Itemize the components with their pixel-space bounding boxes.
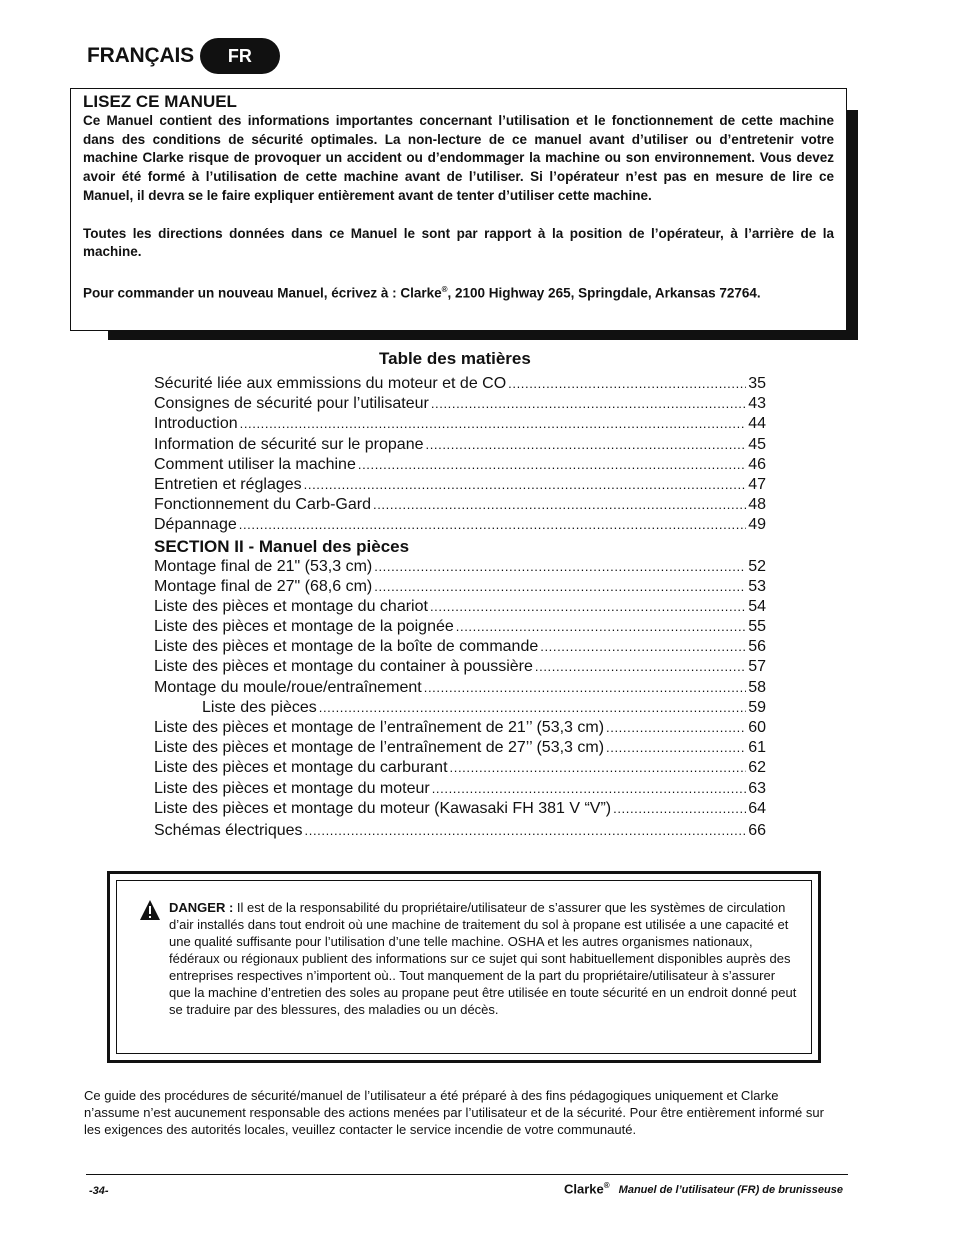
toc-entry-page: 60 <box>748 719 766 736</box>
toc-entry[interactable] <box>154 557 766 577</box>
toc-entry-label: Liste des pièces et montage du moteur (Kawasaki FH 381 V “V”) <box>154 799 612 817</box>
toc-entry-page: 57 <box>748 658 766 676</box>
toc-entry-label: Liste des pièces et montage de la boîte de commande <box>154 638 539 656</box>
dot-leader <box>304 475 747 495</box>
toc-entry[interactable] <box>154 455 766 475</box>
dot-leader <box>425 435 746 455</box>
dot-leader <box>432 779 746 799</box>
danger-notice <box>107 871 821 1063</box>
toc-entry[interactable] <box>154 374 766 394</box>
toc-entry-page: 55 <box>748 618 766 636</box>
toc-entry-page: 56 <box>748 638 766 656</box>
toc-entry-page: 52 <box>748 557 766 575</box>
dot-leader <box>606 738 746 758</box>
toc-entry[interactable] <box>154 698 766 718</box>
dot-leader <box>450 758 747 778</box>
registered-mark: ® <box>603 1181 610 1190</box>
dot-leader <box>240 414 747 434</box>
toc-entry-page: 46 <box>748 455 766 473</box>
toc-entry-label: Montage final de 27" (68,6 cm) <box>154 577 373 595</box>
toc-entry-label: Liste des pièces et montage du container à poussière <box>154 658 533 676</box>
toc-entry-label: Montage du moule/roue/entraînement <box>154 678 422 696</box>
toc-entry[interactable] <box>154 394 766 414</box>
toc-entry-page: 58 <box>748 678 766 696</box>
toc-entry-label: Liste des pièces et montage de la poignée <box>154 618 454 636</box>
dot-leader <box>373 495 746 515</box>
toc-entry-page: 54 <box>748 597 766 615</box>
toc-entry-label: Sécurité liée aux emmissions du moteur et de CO <box>154 375 507 392</box>
toc-entry-page: 63 <box>748 779 766 797</box>
toc-entry-page: 44 <box>748 415 766 433</box>
toc-title: Table des matières <box>379 349 531 368</box>
toc-entry-label: Liste des pièces et montage du chariot <box>154 597 428 615</box>
language-badge: FR <box>200 38 280 74</box>
toc-entry[interactable] <box>154 577 766 597</box>
toc-entry-page: 66 <box>748 821 766 839</box>
footer-brand <box>564 1181 610 1196</box>
read-manual-notice <box>70 88 847 331</box>
toc-entry[interactable] <box>154 758 766 778</box>
toc-entry-page: 47 <box>748 475 766 493</box>
toc-entry[interactable] <box>154 495 766 515</box>
toc-entry-label: Fonctionnement du Carb-Gard <box>154 496 371 514</box>
toc-entry[interactable] <box>154 617 766 637</box>
toc-entry-page: 64 <box>748 799 766 817</box>
language-header <box>87 38 280 74</box>
toc-entry-label: Schémas électriques <box>154 821 303 839</box>
page-number: -34- <box>89 1185 109 1197</box>
dot-leader <box>606 718 746 738</box>
dot-leader <box>358 455 746 475</box>
dot-leader <box>430 597 746 617</box>
footer-divider <box>86 1174 848 1175</box>
danger-body: Il est de la responsabilité du propriétaire/utilisateur de s’assurer que les systèmes de circulation d’air installés dans tout endroit où une machine de traitement du sol à propane est utilisée a une capacité et une qualité suffisante pour l’utilisation d’une telle machine. OSHA et les autres organismes nationaux, fédéraux ou régionaux publient des informations sur ce sujet qui sont habituellement disponibles auprès des entreprises respectives n’importent où.. Tout manquement de la part du propriétaire/utilisateur à s’assurer que la machine d’entretien des soles au propane peut être utilisée en toute sécurité en un endroit donné peut se traduire par des blessures, des maladies ou un décès. <box>169 900 797 1017</box>
toc-entry[interactable] <box>154 678 766 698</box>
danger-label: DANGER : <box>169 900 234 915</box>
disclaimer-text: Ce guide des procédures de sécurité/manuel de l’utilisateur a été préparé à des fins pédagogiques uniquement et Clarke n’assume n’est aucunement responsable des actions menées par l’utilisateur et de la sécurité. Pour être entièrement informé sur les exigences des autorités locales, veuillez contacter le service incendie de votre communauté. <box>84 1088 824 1137</box>
toc-entry[interactable] <box>154 435 766 455</box>
toc-entry-label: Liste des pièces et montage du moteur <box>154 779 430 797</box>
toc-entry-label: Entretien et réglages <box>154 475 302 493</box>
warning-triangle-icon <box>139 899 161 921</box>
registered-mark: ® <box>441 284 448 294</box>
toc-entry[interactable] <box>154 738 766 758</box>
toc-entry[interactable] <box>154 414 766 434</box>
table-of-contents <box>154 374 766 841</box>
toc-entry-page: 45 <box>748 435 766 453</box>
toc-entry[interactable] <box>154 475 766 495</box>
toc-entry-label: Introduction <box>154 415 238 433</box>
dot-leader <box>508 374 746 394</box>
dot-leader <box>613 799 746 819</box>
toc-entry[interactable] <box>154 637 766 657</box>
toc-entry-page: 61 <box>748 739 766 757</box>
toc-entry-page: 43 <box>748 395 766 413</box>
toc-entry-label: Consignes de sécurité pour l’utilisateur <box>154 395 429 413</box>
dot-leader <box>535 657 746 677</box>
dot-leader <box>424 678 746 698</box>
language-title: FRANÇAIS <box>87 44 194 67</box>
dot-leader <box>239 515 746 535</box>
toc-entry[interactable] <box>154 799 766 819</box>
dot-leader <box>540 637 746 657</box>
toc-entry-label: Dépannage <box>154 516 237 534</box>
dot-leader <box>456 617 746 637</box>
toc-entry-label: Comment utiliser la machine <box>154 455 356 473</box>
dot-leader <box>374 557 746 577</box>
toc-entry-page: 59 <box>748 698 766 716</box>
notice-paragraph-1: Ce Manuel contient des informations importantes concernant l’utilisation et le fonctionnement de cette machine dans des conditions de sécurité optimales. La non-lecture de ce manuel avant d’utiliser ou d’entretenir votre machine Clarke risque de provoquer un accident ou d’endommager la machine ou son environnement. Vous devez avoir été formé à l’utilisation de cette machine avant de l’utiliser. Si l’opérateur n’est pas en mesure de lire ce Manuel, il devra se le faire expliquer entièrement avant de tenter d’utiliser cette machine. <box>83 113 834 203</box>
footer-document-name: Manuel de l’utilisateur (FR) de brunisseuse <box>618 1184 843 1197</box>
toc-entry[interactable] <box>154 657 766 677</box>
toc-entry-label: Montage final de 21" (53,3 cm) <box>154 557 373 575</box>
notice-paragraph-2: Toutes les directions données dans ce Manuel le sont par rapport à la position de l’opérateur, à l’arrière de la machine. <box>83 225 834 260</box>
toc-entry-page: 48 <box>748 496 766 514</box>
toc-entry-page: 35 <box>748 375 766 392</box>
toc-entry-page: 49 <box>748 516 766 534</box>
toc-entry[interactable] <box>154 597 766 617</box>
toc-entry-label: Liste des pièces et montage de l’entraînement de 21’’ (53,3 cm) <box>154 719 605 736</box>
toc-entry[interactable] <box>154 515 766 535</box>
dot-leader <box>305 821 747 841</box>
toc-entry-label: Liste des pièces et montage de l’entraînement de 27’’ (53,3 cm) <box>154 739 605 757</box>
dot-leader <box>431 394 746 414</box>
danger-notice-inner <box>116 880 812 1054</box>
toc-section-heading: SECTION II - Manuel des pièces <box>154 536 410 556</box>
danger-text <box>169 899 797 1018</box>
notice-title: LISEZ CE MANUEL <box>83 92 237 111</box>
footer-title <box>564 1181 843 1196</box>
toc-entry[interactable] <box>154 779 766 799</box>
toc-entry-page: 62 <box>748 759 766 777</box>
dot-leader <box>319 698 746 718</box>
brand-name: Clarke <box>564 1181 604 1197</box>
toc-entry[interactable] <box>154 821 766 841</box>
toc-entry-label: Liste des pièces et montage du carburant <box>154 759 448 777</box>
toc-entry-page: 53 <box>748 577 766 595</box>
toc-entry[interactable] <box>154 718 766 738</box>
notice-order-line <box>83 281 834 303</box>
order-address: , 2100 Highway 265, Springdale, Arkansas 72764. <box>447 285 761 301</box>
dot-leader <box>374 577 746 597</box>
toc-entry-label: Information de sécurité sur le propane <box>154 435 424 453</box>
order-prefix: Pour commander un nouveau Manuel, écrivez à : Clarke <box>83 285 442 301</box>
toc-entry-label: Liste des pièces <box>202 698 317 716</box>
